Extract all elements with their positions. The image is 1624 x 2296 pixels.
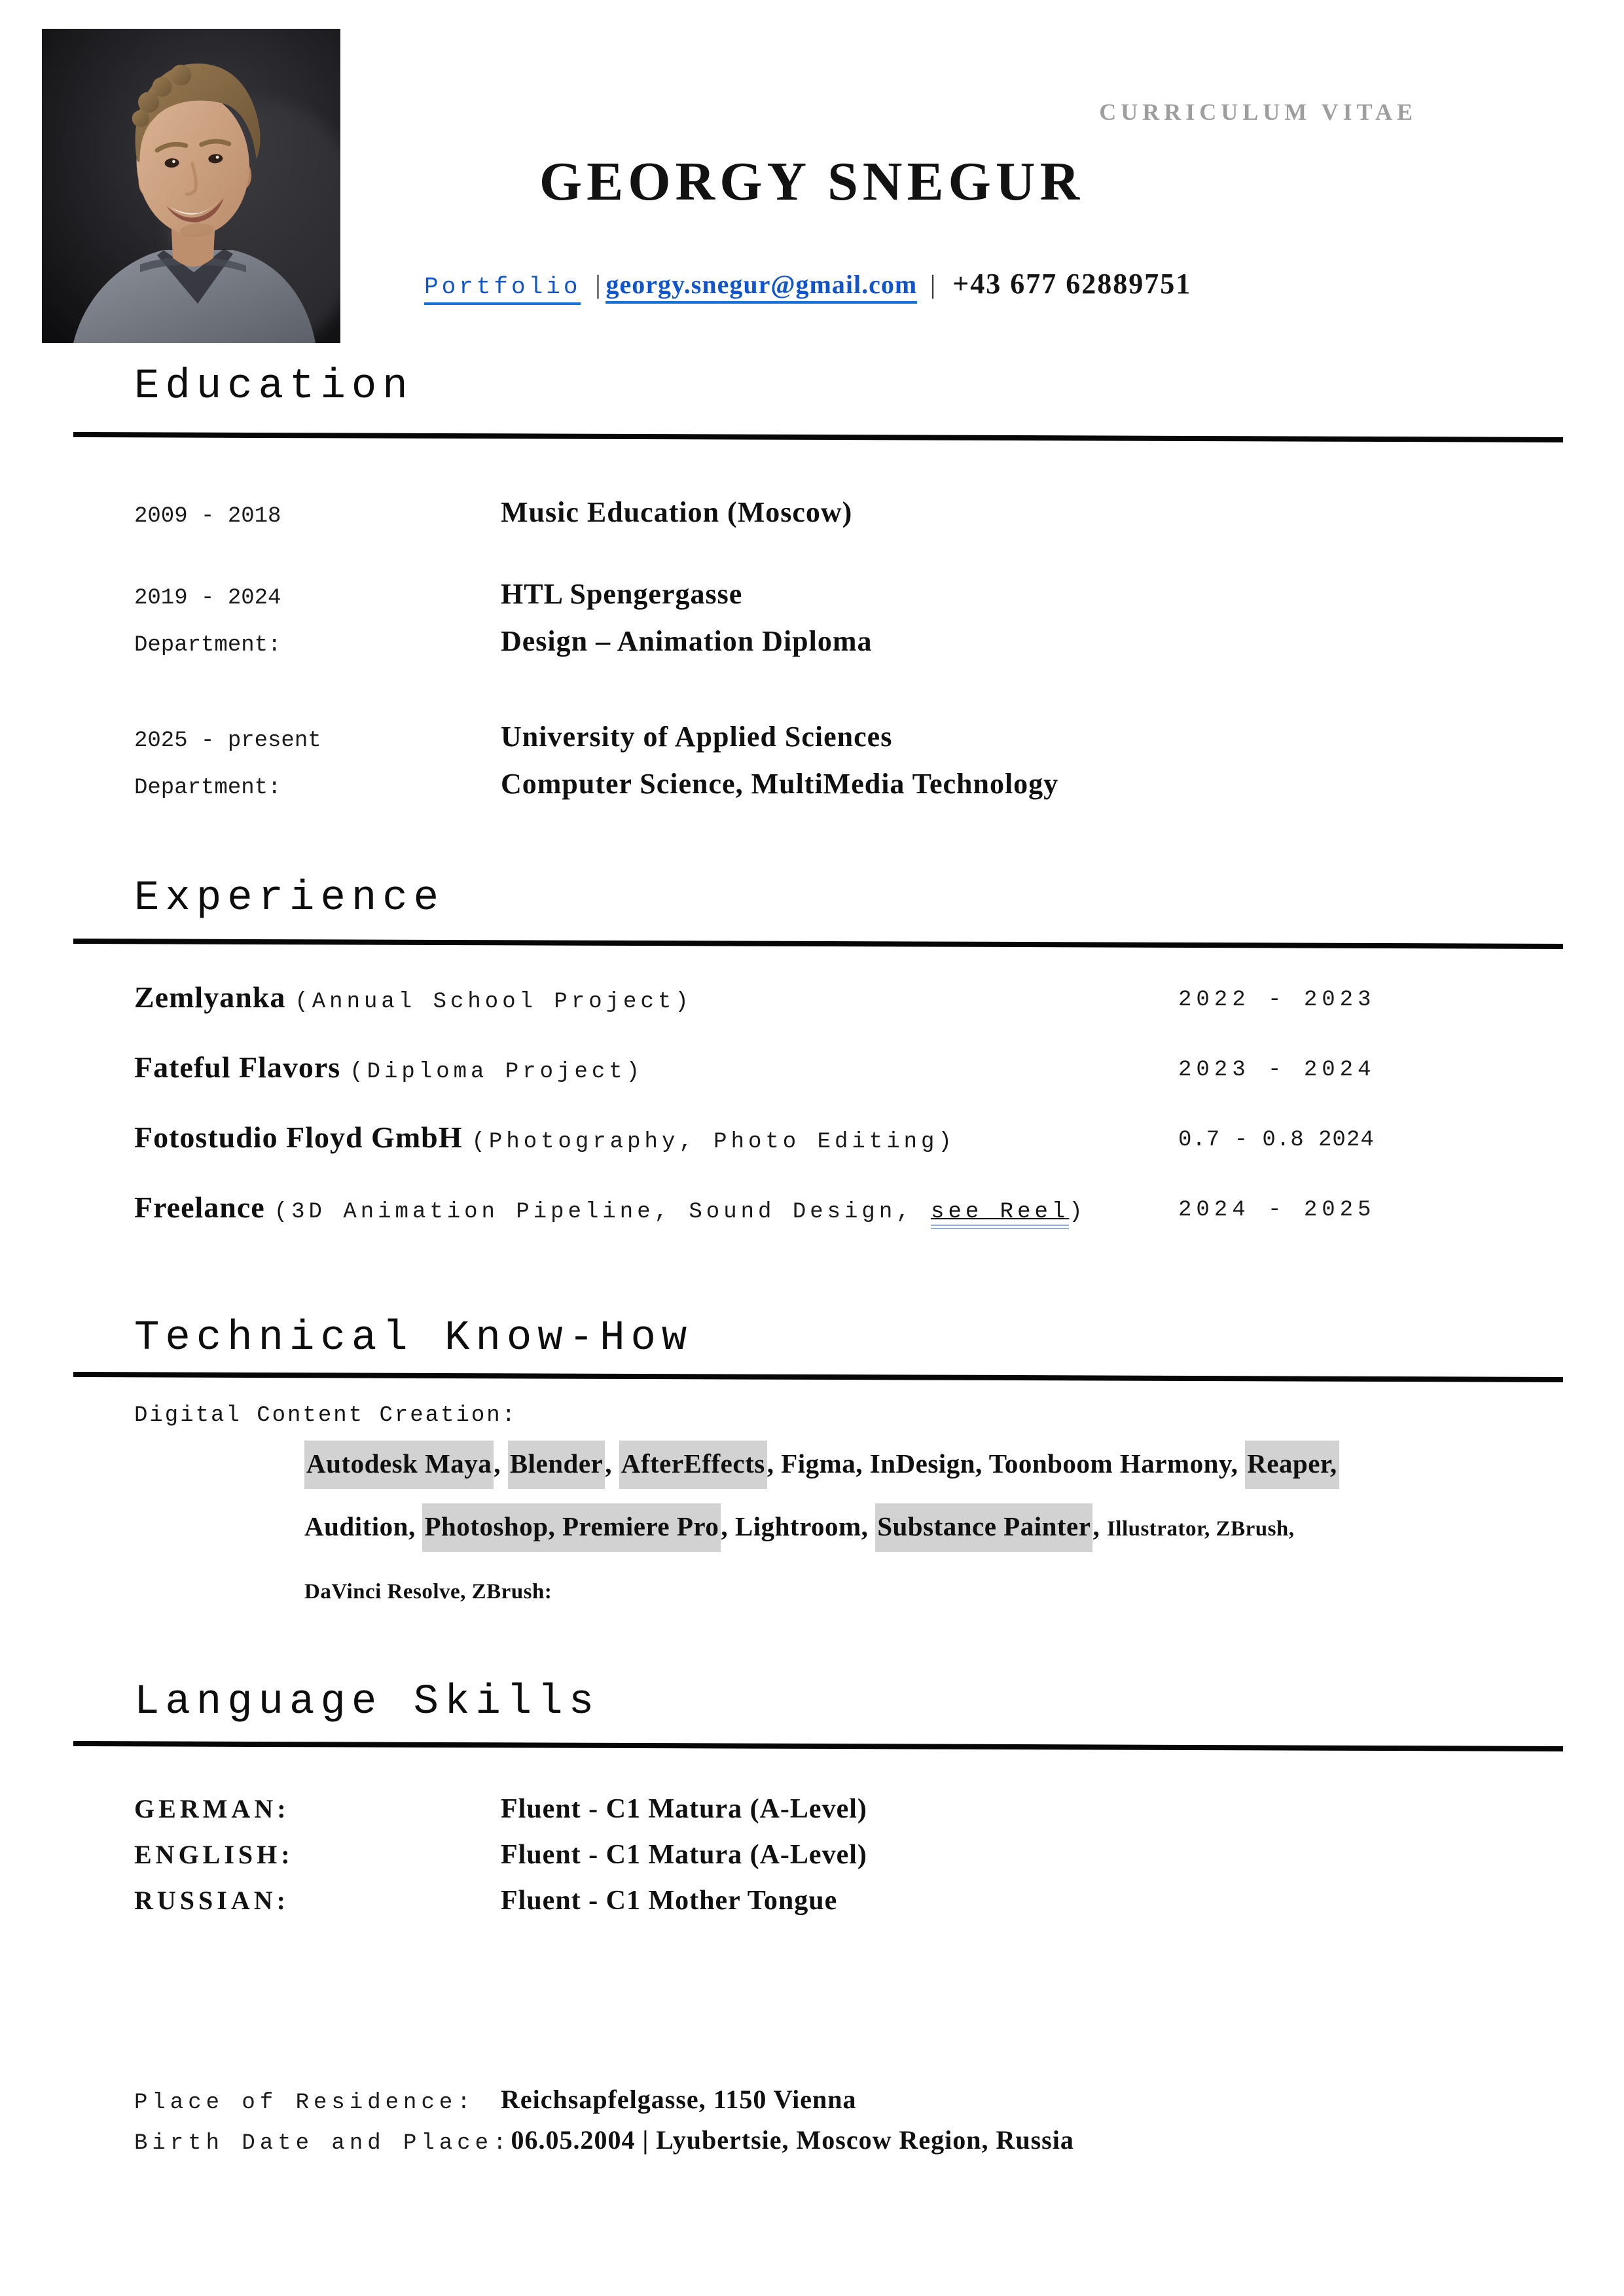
phone-number: +43 677 62889751 bbox=[952, 268, 1192, 300]
education-row bbox=[134, 767, 1565, 800]
section-divider bbox=[73, 432, 1563, 442]
skill-highlighted: Photoshop, Premiere Pro bbox=[422, 1503, 721, 1552]
personal-row bbox=[134, 2084, 1565, 2115]
experience-description bbox=[274, 1200, 1087, 1225]
contact-separator: | bbox=[930, 270, 936, 299]
language-row bbox=[134, 1793, 1565, 1825]
skills-line-3 bbox=[304, 1570, 1568, 1610]
portrait-photo bbox=[42, 29, 340, 343]
doc-type-label: CURRICULUM VITAE bbox=[1099, 99, 1417, 125]
experience-period: 2022 - 2023 bbox=[1178, 988, 1376, 1013]
education-department-label: Department: bbox=[134, 776, 281, 800]
contact-line bbox=[424, 267, 1191, 305]
education-value: HTL Spengergasse bbox=[501, 578, 743, 610]
education-period: 2019 - 2024 bbox=[134, 586, 281, 611]
portfolio-link[interactable]: Portfolio bbox=[424, 274, 581, 305]
experience-row bbox=[134, 980, 1565, 1014]
education-value: Design – Animation Diploma bbox=[501, 625, 873, 657]
personal-row bbox=[134, 2125, 1565, 2156]
language-row bbox=[134, 1839, 1565, 1871]
experience-name: Zemlyanka bbox=[134, 980, 286, 1014]
experience-description: (Photography, Photo Editing) bbox=[471, 1130, 956, 1155]
skills-category-label: Digital Content Creation: bbox=[134, 1403, 518, 1428]
contact-separator: | bbox=[595, 270, 601, 299]
education-row bbox=[134, 624, 1565, 658]
technical-title: Technical Know-How bbox=[134, 1315, 693, 1362]
skill-highlighted: AfterEffects bbox=[619, 1441, 767, 1489]
skill-text: , bbox=[1092, 1511, 1107, 1541]
experience-name: Freelance bbox=[134, 1191, 265, 1224]
skill-text: , bbox=[605, 1448, 619, 1479]
section-divider bbox=[73, 1741, 1563, 1751]
see-reel-link[interactable]: see Reel bbox=[931, 1200, 1069, 1229]
experience-row bbox=[134, 1190, 1565, 1225]
education-value: Computer Science, MultiMedia Technology bbox=[501, 768, 1059, 800]
skills-line-2 bbox=[304, 1507, 1568, 1547]
section-divider bbox=[73, 939, 1563, 949]
section-divider bbox=[73, 1372, 1563, 1382]
experience-title: Experience bbox=[134, 875, 445, 922]
experience-period: 0.7 - 0.8 2024 bbox=[1178, 1128, 1375, 1153]
email-link[interactable]: georgy.snegur@gmail.com bbox=[605, 269, 917, 304]
experience-period: 2024 - 2025 bbox=[1178, 1198, 1376, 1223]
experience-row bbox=[134, 1120, 1565, 1155]
education-period: 2025 - present bbox=[134, 728, 321, 753]
language-level: Fluent - C1 Mother Tongue bbox=[501, 1886, 838, 1916]
education-row bbox=[134, 577, 1565, 611]
skills-line-1 bbox=[304, 1444, 1568, 1484]
education-department-label: Department: bbox=[134, 633, 281, 658]
birth-value: 06.05.2004 | Lyubertsie, Moscow Region, Russia bbox=[511, 2125, 1074, 2155]
experience-description: (Annual School Project) bbox=[295, 990, 693, 1014]
language-name: RUSSIAN: bbox=[134, 1886, 289, 1915]
education-row bbox=[134, 720, 1565, 753]
experience-name: Fotostudio Floyd GmbH bbox=[134, 1121, 463, 1154]
skill-text: , bbox=[494, 1448, 508, 1479]
experience-name: Fateful Flavors bbox=[134, 1050, 341, 1084]
skill-highlighted: Substance Painter bbox=[875, 1503, 1092, 1552]
skill-text: Illustrator, ZBrush, bbox=[1106, 1517, 1295, 1541]
experience-description-text: ) bbox=[1069, 1200, 1087, 1225]
birth-label: Birth Date and Place: bbox=[134, 2131, 511, 2156]
education-value: University of Applied Sciences bbox=[501, 721, 893, 753]
person-name: GEORGY SNEGUR bbox=[539, 151, 1085, 212]
residence-value: Reichsapfelgasse, 1150 Vienna bbox=[501, 2085, 857, 2114]
experience-row bbox=[134, 1050, 1565, 1085]
skill-text: , Lightroom, bbox=[721, 1511, 876, 1541]
skill-highlighted: Reaper, bbox=[1245, 1441, 1339, 1489]
skill-text: DaVinci Resolve, ZBrush: bbox=[304, 1580, 552, 1604]
education-row bbox=[134, 495, 1565, 529]
skill-text: Audition, bbox=[304, 1511, 423, 1541]
language-level: Fluent - C1 Matura (A-Level) bbox=[501, 1794, 867, 1824]
education-value: Music Education (Moscow) bbox=[501, 496, 853, 528]
skill-text: , Figma, InDesign, Toonboom Harmony, bbox=[767, 1448, 1246, 1479]
language-name: ENGLISH: bbox=[134, 1840, 294, 1869]
education-period: 2009 - 2018 bbox=[134, 504, 281, 529]
language-level: Fluent - C1 Matura (A-Level) bbox=[501, 1840, 867, 1870]
language-row bbox=[134, 1885, 1565, 1916]
skill-highlighted: Blender bbox=[508, 1441, 605, 1489]
experience-period: 2023 - 2024 bbox=[1178, 1058, 1376, 1083]
languages-title: Language Skills bbox=[134, 1679, 600, 1726]
experience-description-text: (3D Animation Pipeline, Sound Design, bbox=[274, 1200, 931, 1225]
residence-label: Place of Residence: bbox=[134, 2090, 475, 2115]
language-name: GERMAN: bbox=[134, 1794, 290, 1823]
education-title: Education bbox=[134, 363, 414, 410]
skill-highlighted: Autodesk Maya bbox=[304, 1441, 494, 1489]
experience-description: (Diploma Project) bbox=[350, 1060, 644, 1085]
